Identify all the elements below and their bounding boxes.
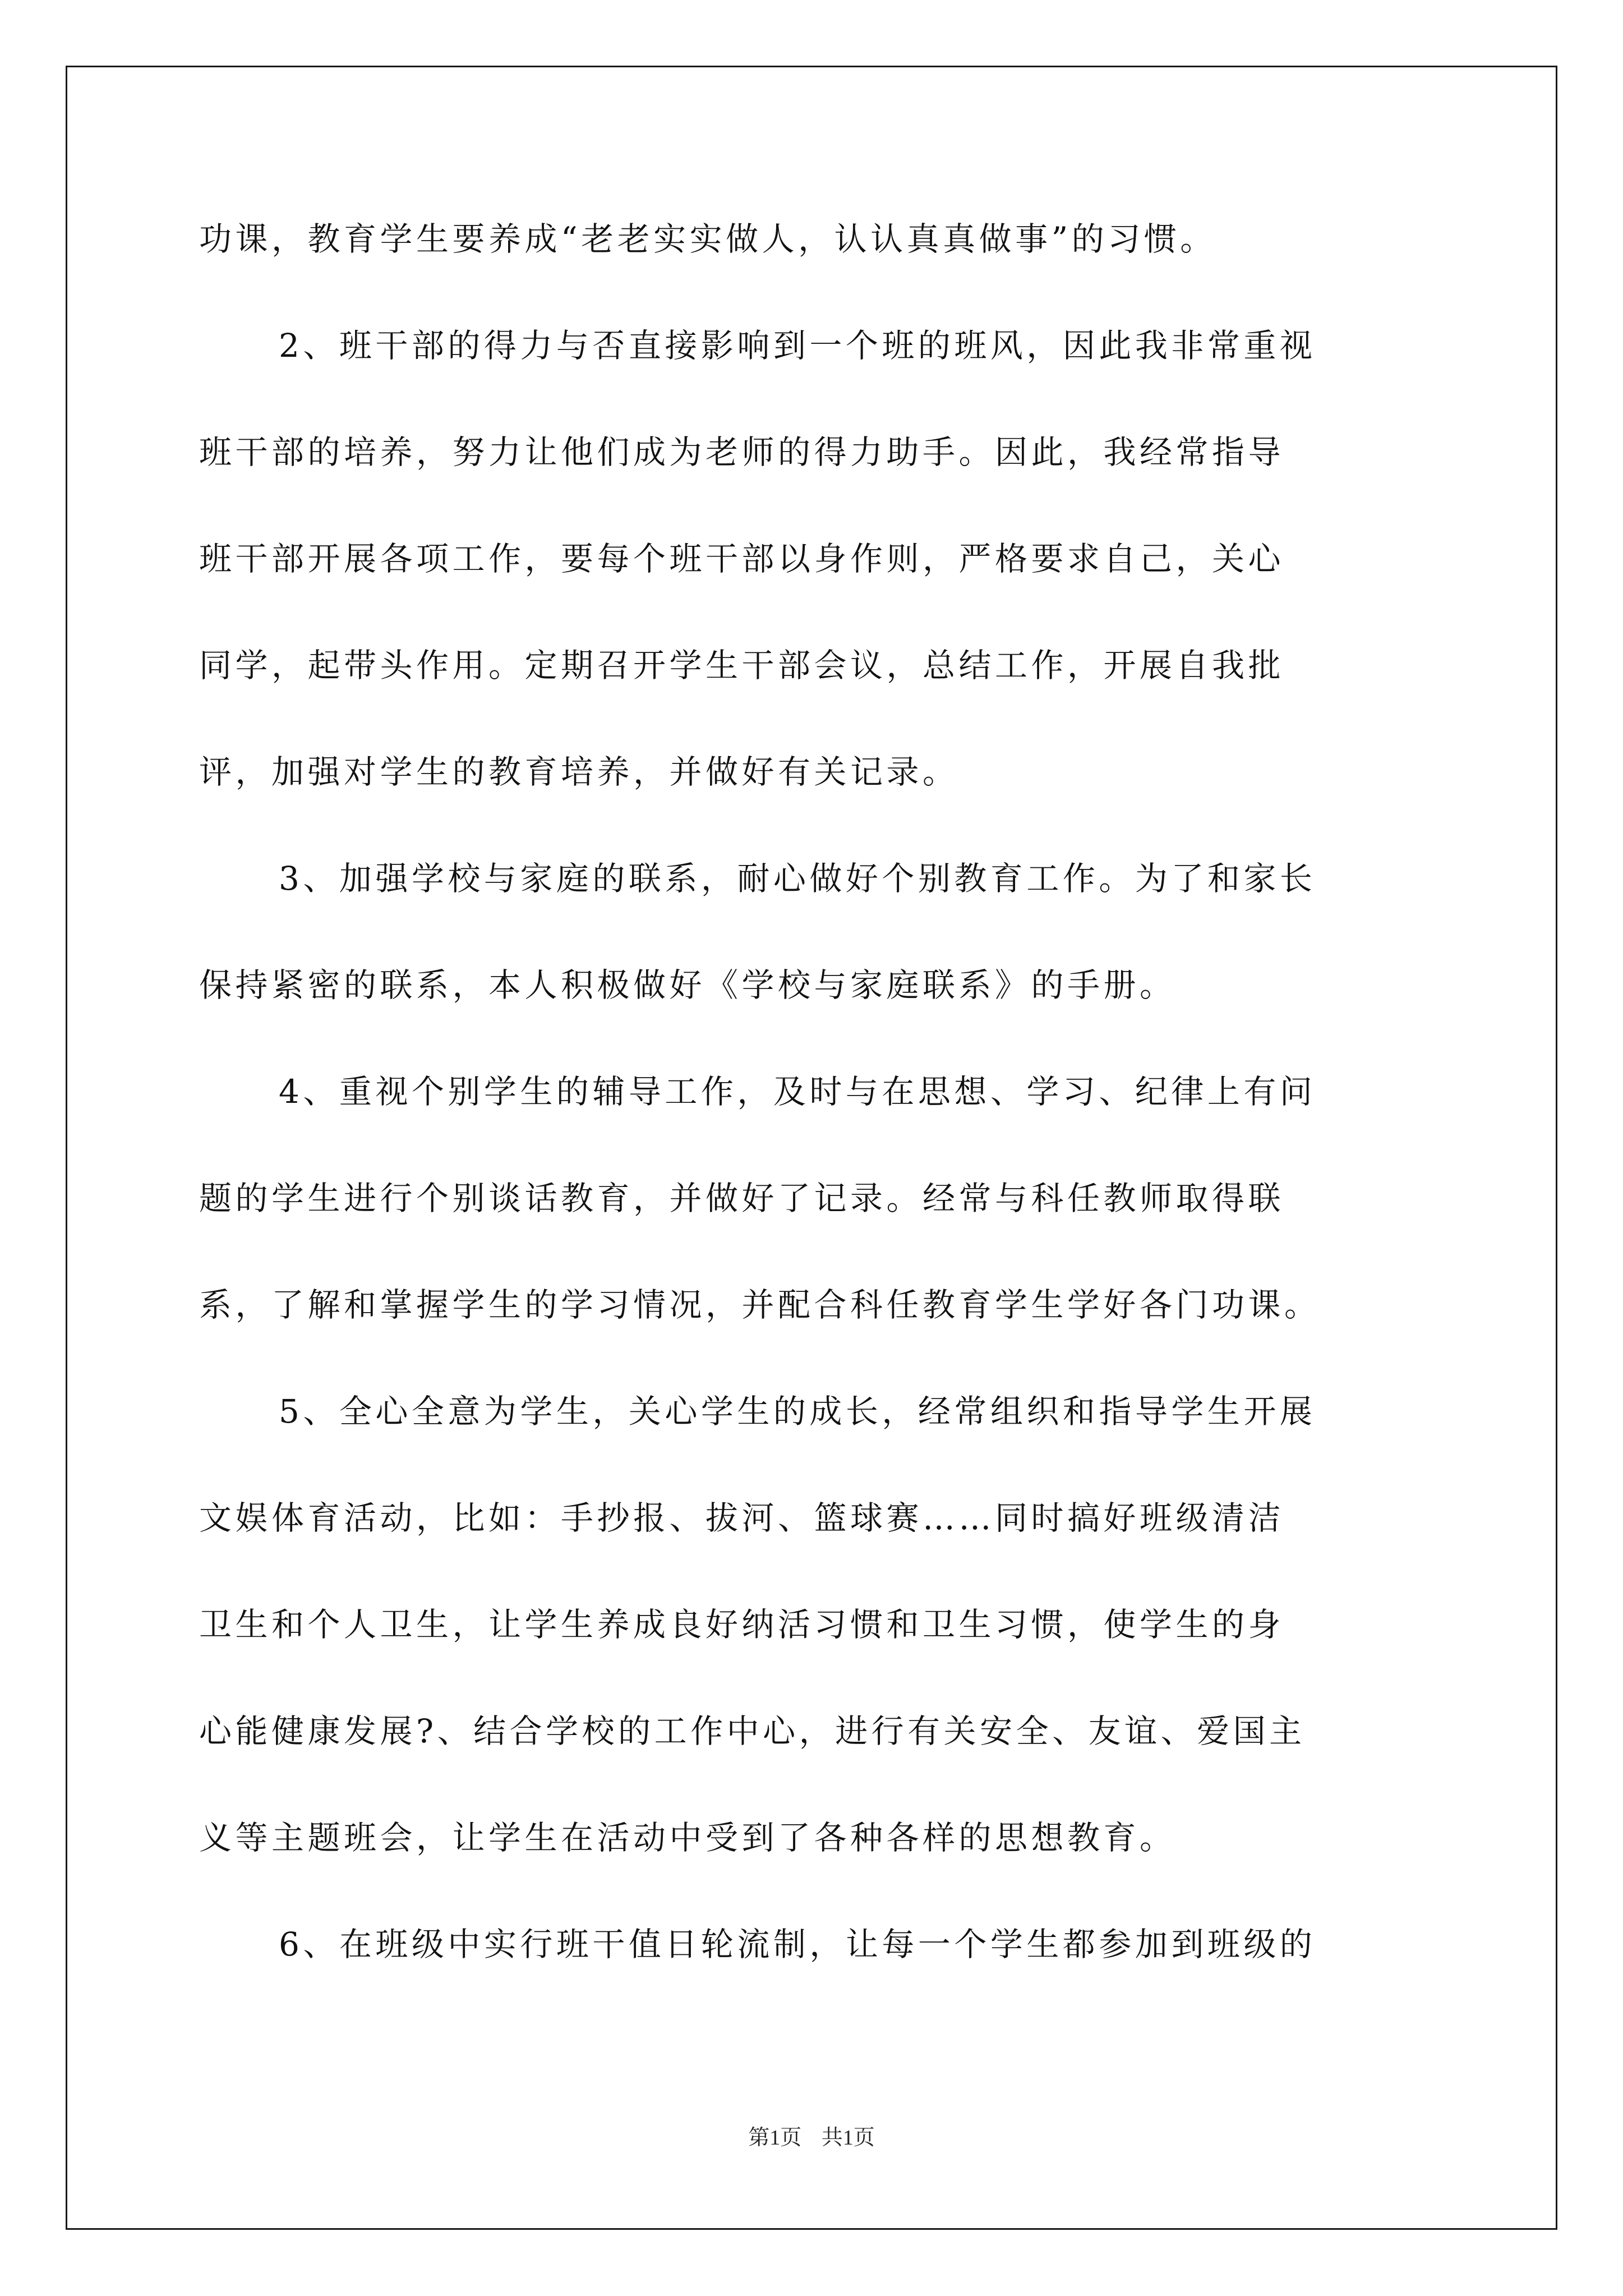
- paragraph: [199, 314, 1455, 803]
- line-gap: [199, 590, 1455, 634]
- paragraph: [199, 1380, 1455, 1869]
- line-gap: [199, 1443, 1455, 1487]
- text-line: 心能健康发展?、结合学校的工作中心，进行有关安全、友谊、爱国主: [199, 1712, 1306, 1750]
- line-gap: [199, 910, 1455, 954]
- text-line: 保持紧密的联系，本人积极做好《学校与家庭联系》的手册。: [199, 966, 1176, 1004]
- paragraph: [199, 1913, 1455, 1976]
- text-line: 班干部开展各项工作，要每个班干部以身作则，严格要求自己，关心: [199, 540, 1285, 578]
- page-number: 第1页: [748, 2126, 802, 2150]
- paragraph-gap: [199, 1869, 1455, 1913]
- text-line: 文娱体育活动，比如：手抄报、拔河、篮球赛……同时搞好班级清洁: [199, 1499, 1285, 1537]
- text-line: 6、在班级中实行班干值日轮流制，让每一个学生都参加到班级的: [279, 1925, 1316, 1963]
- page-total: 共1页: [821, 2126, 875, 2150]
- text-line: 题的学生进行个别谈话教育，并做好了记录。经常与科任教师取得联: [199, 1179, 1285, 1217]
- text-line: 卫生和个人卫生，让学生养成良好纳活习惯和卫生习惯，使学生的身: [199, 1605, 1285, 1644]
- page-footer: [0, 2124, 1623, 2152]
- line-gap: [199, 1763, 1455, 1806]
- paragraph-gap: [199, 1016, 1455, 1060]
- text-line: 5、全心全意为学生，关心学生的成长，经常组织和指导学生开展: [279, 1392, 1316, 1430]
- text-line: 系，了解和掌握学生的学习情况，并配合科任教育学生学好各门功课。: [199, 1286, 1321, 1324]
- paragraph-gap: [199, 270, 1455, 314]
- document-body: [199, 208, 1455, 1976]
- text-line: 班干部的培养，努力让他们成为老师的得力助手。因此，我经常指导: [199, 433, 1285, 471]
- line-gap: [199, 1656, 1455, 1700]
- text-line: 3、加强学校与家庭的联系，耐心做好个别教育工作。为了和家长: [279, 859, 1316, 898]
- paragraph: [199, 847, 1455, 1016]
- line-gap: [199, 1123, 1455, 1167]
- text-line: 4、重视个别学生的辅导工作，及时与在思想、学习、纪律上有问: [279, 1073, 1316, 1111]
- line-gap: [199, 377, 1455, 421]
- paragraph-gap: [199, 1336, 1455, 1380]
- text-line: 义等主题班会，让学生在活动中受到了各种各样的思想教育。: [199, 1819, 1176, 1857]
- text-line: 同学，起带头作用。定期召开学生干部会议，总结工作，开展自我批: [199, 646, 1285, 684]
- paragraph: [199, 208, 1455, 270]
- paragraph: [199, 1060, 1455, 1336]
- text-line: 功课，教育学生要养成“老老实实做人，认认真真做事”的习惯。: [199, 220, 1216, 258]
- line-gap: [199, 1230, 1455, 1273]
- text-line: 评，加强对学生的教育培养，并做好有关记录。: [199, 753, 959, 791]
- line-gap: [199, 1549, 1455, 1593]
- text-line: 2、班干部的得力与否直接影响到一个班的班风，因此我非常重视: [279, 326, 1316, 365]
- line-gap: [199, 484, 1455, 527]
- line-gap: [199, 697, 1455, 740]
- paragraph-gap: [199, 803, 1455, 847]
